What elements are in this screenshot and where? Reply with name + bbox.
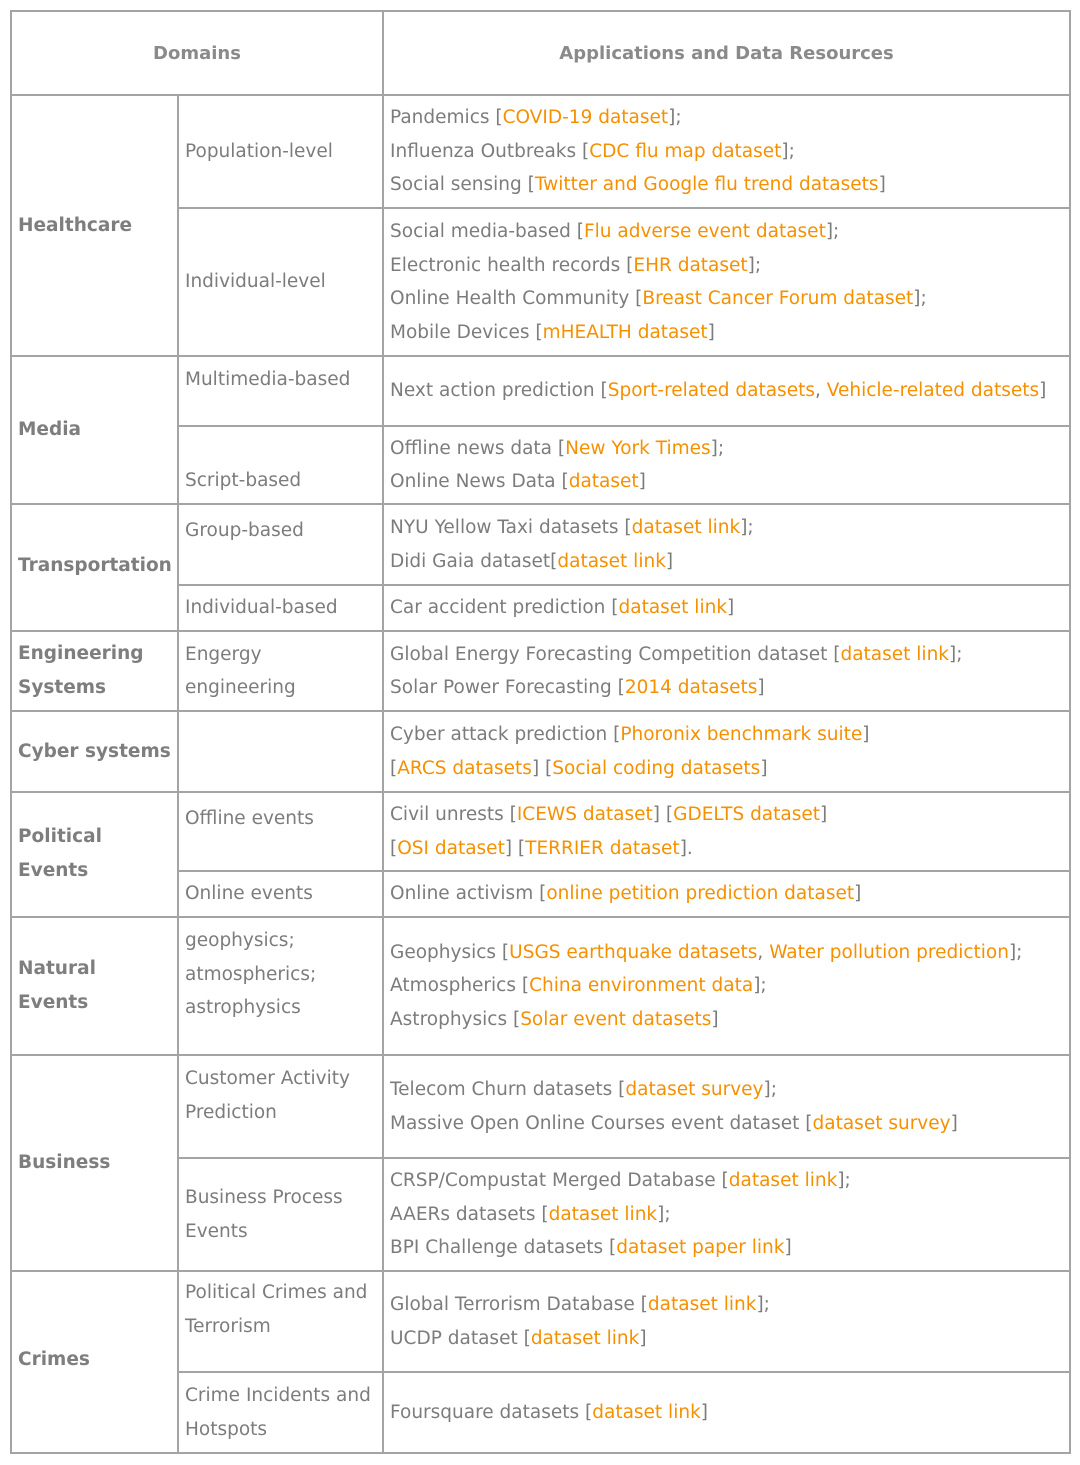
subdomain-online-events: Online events [178, 871, 383, 917]
subdomain-individual-based: Individual-based [178, 585, 383, 631]
app-energy-engineering [383, 631, 1070, 711]
dataset-link[interactable]: Water pollution prediction [769, 941, 1009, 963]
subdomain-offline-events: Offline events [178, 792, 383, 871]
dataset-link[interactable]: dataset link [631, 517, 741, 538]
dataset-link[interactable]: 2014 datasets [624, 677, 758, 698]
table-row [11, 504, 1070, 585]
dataset-link[interactable]: mHEALTH dataset [542, 321, 708, 343]
dataset-link[interactable]: dataset link [557, 550, 666, 572]
dataset-link[interactable]: GDELTS dataset [673, 804, 821, 825]
dataset-link[interactable]: ICEWS dataset [516, 804, 653, 825]
dataset-link[interactable]: Breast Cancer Forum dataset [642, 288, 914, 309]
dataset-link[interactable]: dataset link [592, 1401, 701, 1423]
table-header-row [11, 11, 1070, 95]
domain-media: Media [11, 356, 178, 504]
app-business-process [383, 1158, 1070, 1271]
app-customer-activity [383, 1055, 1070, 1158]
resource-line: Car accident prediction [dataset link] [390, 597, 735, 619]
dataset-link[interactable]: Twitter and Google flu trend datasets [534, 174, 879, 196]
table-row [11, 1055, 1070, 1158]
dataset-link[interactable]: dataset link [530, 1327, 640, 1349]
resource-line: AAERs datasets [dataset link]; [390, 1203, 671, 1225]
app-group-based [383, 504, 1070, 585]
app-online-events [383, 871, 1070, 917]
resource-line: UCDP dataset [dataset link] [390, 1327, 647, 1349]
resource-line: Didi Gaia dataset[dataset link] [390, 550, 674, 572]
header-domains: Domains [11, 11, 383, 95]
resource-line: Massive Open Online Courses event dataset [dataset survey] [390, 1112, 958, 1134]
resource-line: Solar Power Forecasting [2014 datasets] [390, 677, 765, 698]
dataset-link[interactable]: Phoronix benchmark suite [620, 724, 863, 745]
domain-business: Business [11, 1055, 178, 1271]
app-individual-based [383, 585, 1070, 631]
app-political-crimes [383, 1271, 1070, 1372]
app-individual-level [383, 208, 1070, 356]
dataset-link[interactable]: dataset survey [812, 1112, 951, 1134]
subdomain-customer-activity: Customer Activity Prediction [178, 1055, 383, 1158]
app-offline-events [383, 792, 1070, 871]
dataset-link[interactable]: dataset link [728, 1170, 838, 1192]
resource-line: BPI Challenge datasets [dataset paper link] [390, 1237, 792, 1259]
resource-line: Online Health Community [Breast Cancer Forum dataset]; [390, 288, 927, 309]
table-row [11, 917, 1070, 1055]
resource-line: Mobile Devices [mHEALTH dataset] [390, 321, 715, 343]
resource-line: CRSP/Compustat Merged Database [dataset link]; [390, 1170, 851, 1192]
subdomain-multimedia-based: Multimedia-based [178, 356, 383, 426]
domain-natural-events: Natural Events [11, 917, 178, 1055]
dataset-link[interactable]: Sport-related datasets [607, 380, 815, 402]
app-crime-incidents [383, 1372, 1070, 1453]
dataset-link[interactable]: OSI dataset [397, 837, 505, 859]
dataset-link[interactable]: Solar event datasets [520, 1008, 712, 1030]
resource-line: Atmospherics [China environment data]; [390, 975, 767, 997]
dataset-link[interactable]: USGS earthquake datasets [509, 941, 758, 963]
domain-engineering-systems: Engineering Systems [11, 631, 178, 711]
dataset-link[interactable]: dataset survey [625, 1079, 764, 1100]
dataset-link[interactable]: New York Times [565, 437, 711, 459]
resource-line: Telecom Churn datasets [dataset survey]; [390, 1079, 777, 1100]
subdomain-political-crimes: Political Crimes and Terrorism [178, 1271, 383, 1372]
domain-cyber-systems: Cyber systems [11, 711, 178, 792]
header-applications: Applications and Data Resources [383, 11, 1070, 95]
resource-line: Social sensing [Twitter and Google flu trend datasets] [390, 174, 886, 196]
dataset-link[interactable]: Flu adverse event dataset [584, 221, 826, 242]
dataset-link[interactable]: dataset [568, 471, 639, 492]
table-row [11, 631, 1070, 711]
subdomain-individual-level: Individual-level [178, 208, 383, 356]
app-multimedia-based [383, 356, 1070, 426]
app-script-based [383, 426, 1070, 504]
subdomain-energy-engineering: Engergy engineering [178, 631, 383, 711]
resource-line: Civil unrests [ICEWS dataset] [GDELTS dataset] [390, 804, 828, 825]
subdomain-group-based: Group-based [178, 504, 383, 585]
app-cyber-systems [383, 711, 1070, 792]
dataset-link[interactable]: ARCS datasets [397, 757, 532, 779]
resource-line: [OSI dataset] [TERRIER dataset]. [390, 837, 693, 859]
subdomain-natural: geophysics; atmospherics; astrophysics [178, 917, 383, 1055]
dataset-link[interactable]: Social coding datasets [552, 757, 761, 779]
app-population-level [383, 95, 1070, 208]
subdomain-business-process: Business Process Events [178, 1158, 383, 1271]
dataset-link[interactable]: dataset link [840, 643, 950, 665]
resource-line: NYU Yellow Taxi datasets [dataset link]; [390, 517, 754, 538]
resource-line: [ARCS datasets] [Social coding datasets] [390, 757, 768, 779]
table-row [11, 792, 1070, 871]
table-row [11, 356, 1070, 426]
dataset-link[interactable]: TERRIER dataset [525, 837, 680, 859]
domain-crimes: Crimes [11, 1271, 178, 1453]
resource-line: Electronic health records [EHR dataset]; [390, 254, 762, 276]
table-row [11, 1271, 1070, 1372]
resource-line: Global Energy Forecasting Competition dataset [dataset link]; [390, 643, 963, 665]
domain-healthcare: Healthcare [11, 95, 178, 356]
dataset-link[interactable]: dataset paper link [616, 1237, 785, 1259]
resource-line: Social media-based [Flu adverse event dataset]; [390, 221, 840, 242]
resource-line: Global Terrorism Database [dataset link]; [390, 1294, 770, 1315]
subdomain-script-based: Script-based [178, 426, 383, 504]
resource-line: Astrophysics [Solar event datasets] [390, 1008, 719, 1030]
dataset-link[interactable]: dataset link [647, 1294, 757, 1315]
resource-line: Cyber attack prediction [Phoronix benchmark suite] [390, 724, 870, 745]
resource-line: Foursquare datasets [dataset link] [390, 1401, 708, 1423]
resource-line: Influenza Outbreaks [CDC flu map dataset]; [390, 140, 795, 162]
dataset-link[interactable]: China environment data [529, 975, 754, 997]
dataset-link[interactable]: Vehicle-related datsets [826, 380, 1040, 402]
domains-table [10, 10, 1071, 1454]
resource-line: Geophysics [USGS earthquake datasets, Water pollution prediction]; [390, 941, 1023, 963]
dataset-link[interactable]: online petition prediction dataset [546, 883, 855, 905]
domain-political-events: Political Events [11, 792, 178, 917]
resource-line: Online News Data [dataset] [390, 471, 646, 492]
dataset-link[interactable]: dataset link [548, 1203, 658, 1225]
domain-transportation: Transportation [11, 504, 178, 631]
resource-line: Offline news data [New York Times]; [390, 437, 725, 459]
table-row [11, 95, 1070, 208]
dataset-link[interactable]: dataset link [618, 597, 728, 619]
subdomain-crime-incidents: Crime Incidents and Hotspots [178, 1372, 383, 1453]
subdomain-empty [178, 711, 383, 792]
table-row [11, 711, 1070, 792]
app-natural-events [383, 917, 1070, 1055]
resource-line: Next action prediction [Sport-related datasets, Vehicle-related datsets] [390, 380, 1047, 402]
subdomain-population-level: Population-level [178, 95, 383, 208]
resource-line: Pandemics [COVID-19 dataset]; [390, 107, 682, 129]
dataset-link[interactable]: CDC flu map dataset [589, 140, 782, 162]
resource-line: Online activism [online petition prediction dataset] [390, 883, 862, 905]
dataset-link[interactable]: EHR dataset [633, 254, 748, 276]
dataset-link[interactable]: COVID-19 dataset [502, 107, 669, 129]
